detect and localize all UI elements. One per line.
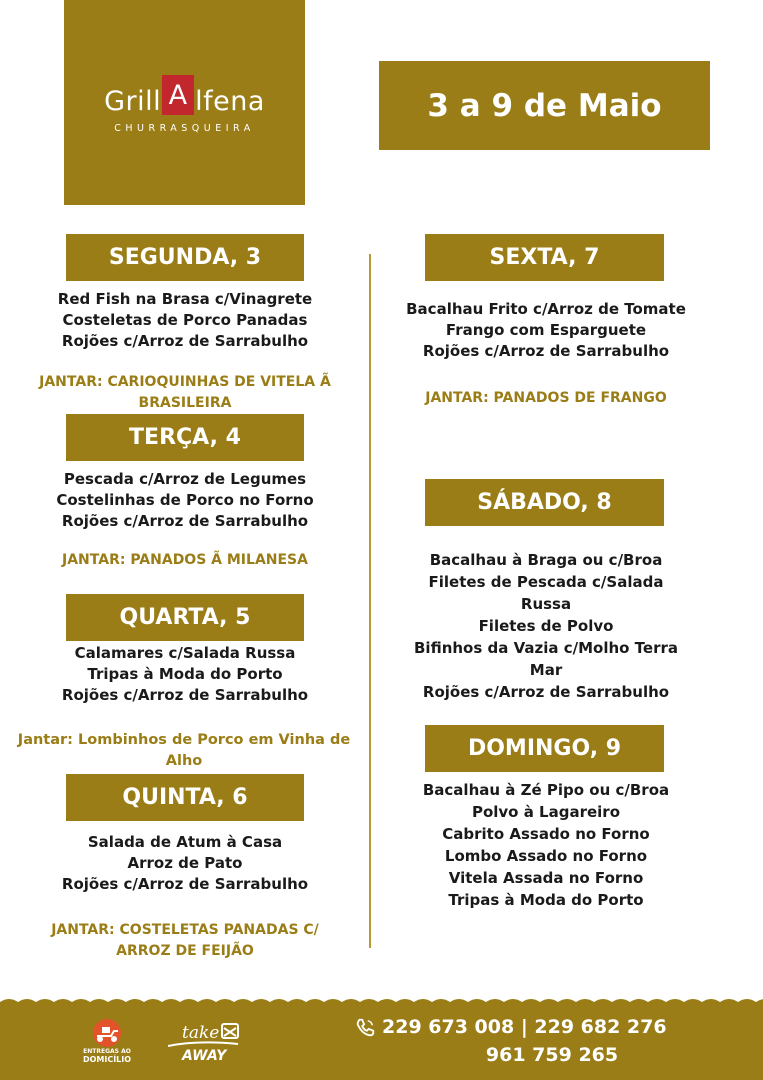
jantar-segunda xyxy=(10,372,360,414)
day-header-domingo: DOMINGO, 9 xyxy=(425,725,664,772)
jantar-line: JANTAR: PANADOS Ã MILANESA xyxy=(62,552,308,568)
dish: Arroz de Pato xyxy=(127,854,243,872)
logo-panel xyxy=(64,0,305,205)
jantar-line: ARROZ DE FEIJÃO xyxy=(116,943,254,959)
dish: Salada de Atum à Casa xyxy=(87,833,283,851)
dish: Red Fish na Brasa c/Vinagrete xyxy=(57,290,313,308)
jantar-terca xyxy=(10,550,360,571)
dish: Russa xyxy=(520,595,572,613)
day-header-quinta: QUINTA, 6 xyxy=(66,774,304,821)
jantar-line: Jantar: Lombinhos de Porco em Vinha de xyxy=(17,732,351,748)
dishes-sabado xyxy=(380,549,712,703)
phone-numbers-line2: 961 759 265 xyxy=(485,1044,619,1066)
dish: Costelinhas de Porco no Forno xyxy=(56,491,314,509)
dish: Pescada c/Arroz de Legumes xyxy=(63,470,307,488)
dish: Filetes de Polvo xyxy=(478,617,614,635)
delivery-badge-line1: ENTREGAS AO xyxy=(83,1048,131,1055)
dish: Mar xyxy=(529,661,563,679)
day-header-segunda: SEGUNDA, 3 xyxy=(66,234,304,281)
dish: Tripas à Moda do Porto xyxy=(87,665,283,683)
logo-part2: lfena xyxy=(195,85,265,117)
takeaway-badge-line1: take xyxy=(182,1023,220,1043)
jantar-sexta xyxy=(380,388,712,409)
dish: Cabrito Assado no Forno xyxy=(442,825,650,843)
dishes-terca xyxy=(20,469,350,532)
dishes-sexta xyxy=(380,299,712,362)
dish: Vitela Assada no Forno xyxy=(448,869,644,887)
takeaway-badge-line2: AWAY xyxy=(182,1048,227,1064)
dish: Rojões c/Arroz de Sarrabulho xyxy=(61,332,309,350)
dish: Rojões c/Arroz de Sarrabulho xyxy=(61,512,309,530)
logo-letter-box xyxy=(162,75,194,115)
logo-letter: A xyxy=(168,79,188,111)
jantar-line: JANTAR: COSTELETAS PANADAS C/ xyxy=(51,922,319,938)
dish: Tripas à Moda do Porto xyxy=(448,891,644,909)
dish: Bifinhos da Vazia c/Molho Terra xyxy=(414,639,678,657)
jantar-line: Alho xyxy=(165,753,203,769)
delivery-badge-icon xyxy=(80,1016,134,1064)
dish: Rojões c/Arroz de Sarrabulho xyxy=(61,875,309,893)
jantar-quarta xyxy=(0,730,368,772)
dishes-segunda xyxy=(20,289,350,352)
delivery-badge-line2: DOMICÍLIO xyxy=(82,1055,132,1064)
phone-icon xyxy=(354,1017,376,1039)
jantar-line: JANTAR: CARIOQUINHAS DE VITELA Ã xyxy=(39,374,331,390)
dish: Rojões c/Arroz de Sarrabulho xyxy=(422,683,670,701)
dish: Polvo à Lagareiro xyxy=(471,803,621,821)
logo-part1: Grill xyxy=(104,85,162,117)
jantar-line: JANTAR: PANADOS DE FRANGO xyxy=(425,390,667,406)
dishes-domingo xyxy=(380,779,712,911)
jantar-quinta xyxy=(10,920,360,962)
logo-tagline: CHURRASQUEIRA xyxy=(114,123,255,134)
jantar-line: BRASILEIRA xyxy=(138,395,232,411)
dish: Bacalhau à Braga ou c/Broa xyxy=(429,551,663,569)
logo-wordmark xyxy=(104,81,265,121)
dish: Rojões c/Arroz de Sarrabulho xyxy=(61,686,309,704)
dishes-quinta xyxy=(20,832,350,895)
day-header-sexta: SEXTA, 7 xyxy=(425,234,664,281)
dish: Costeletas de Porco Panadas xyxy=(62,311,308,329)
dish: Bacalhau à Zé Pipo ou c/Broa xyxy=(422,781,670,799)
dish: Filetes de Pescada c/Salada xyxy=(428,573,664,591)
week-title: 3 a 9 de Maio xyxy=(379,61,710,150)
phone-numbers-line1: 229 673 008 | 229 682 276 xyxy=(382,1016,667,1038)
day-header-sabado: SÁBADO, 8 xyxy=(425,479,664,526)
dishes-quarta xyxy=(20,643,350,706)
dish: Bacalhau Frito c/Arroz de Tomate xyxy=(406,300,686,318)
column-divider xyxy=(369,254,371,948)
takeaway-badge-icon xyxy=(160,1018,246,1064)
dish: Frango com Esparguete xyxy=(445,321,647,339)
day-header-quarta: QUARTA, 5 xyxy=(66,594,304,641)
dish: Calamares c/Salada Russa xyxy=(74,644,296,662)
day-header-terca: TERÇA, 4 xyxy=(66,414,304,461)
dish: Lombo Assado no Forno xyxy=(444,847,648,865)
dish: Rojões c/Arroz de Sarrabulho xyxy=(422,342,670,360)
